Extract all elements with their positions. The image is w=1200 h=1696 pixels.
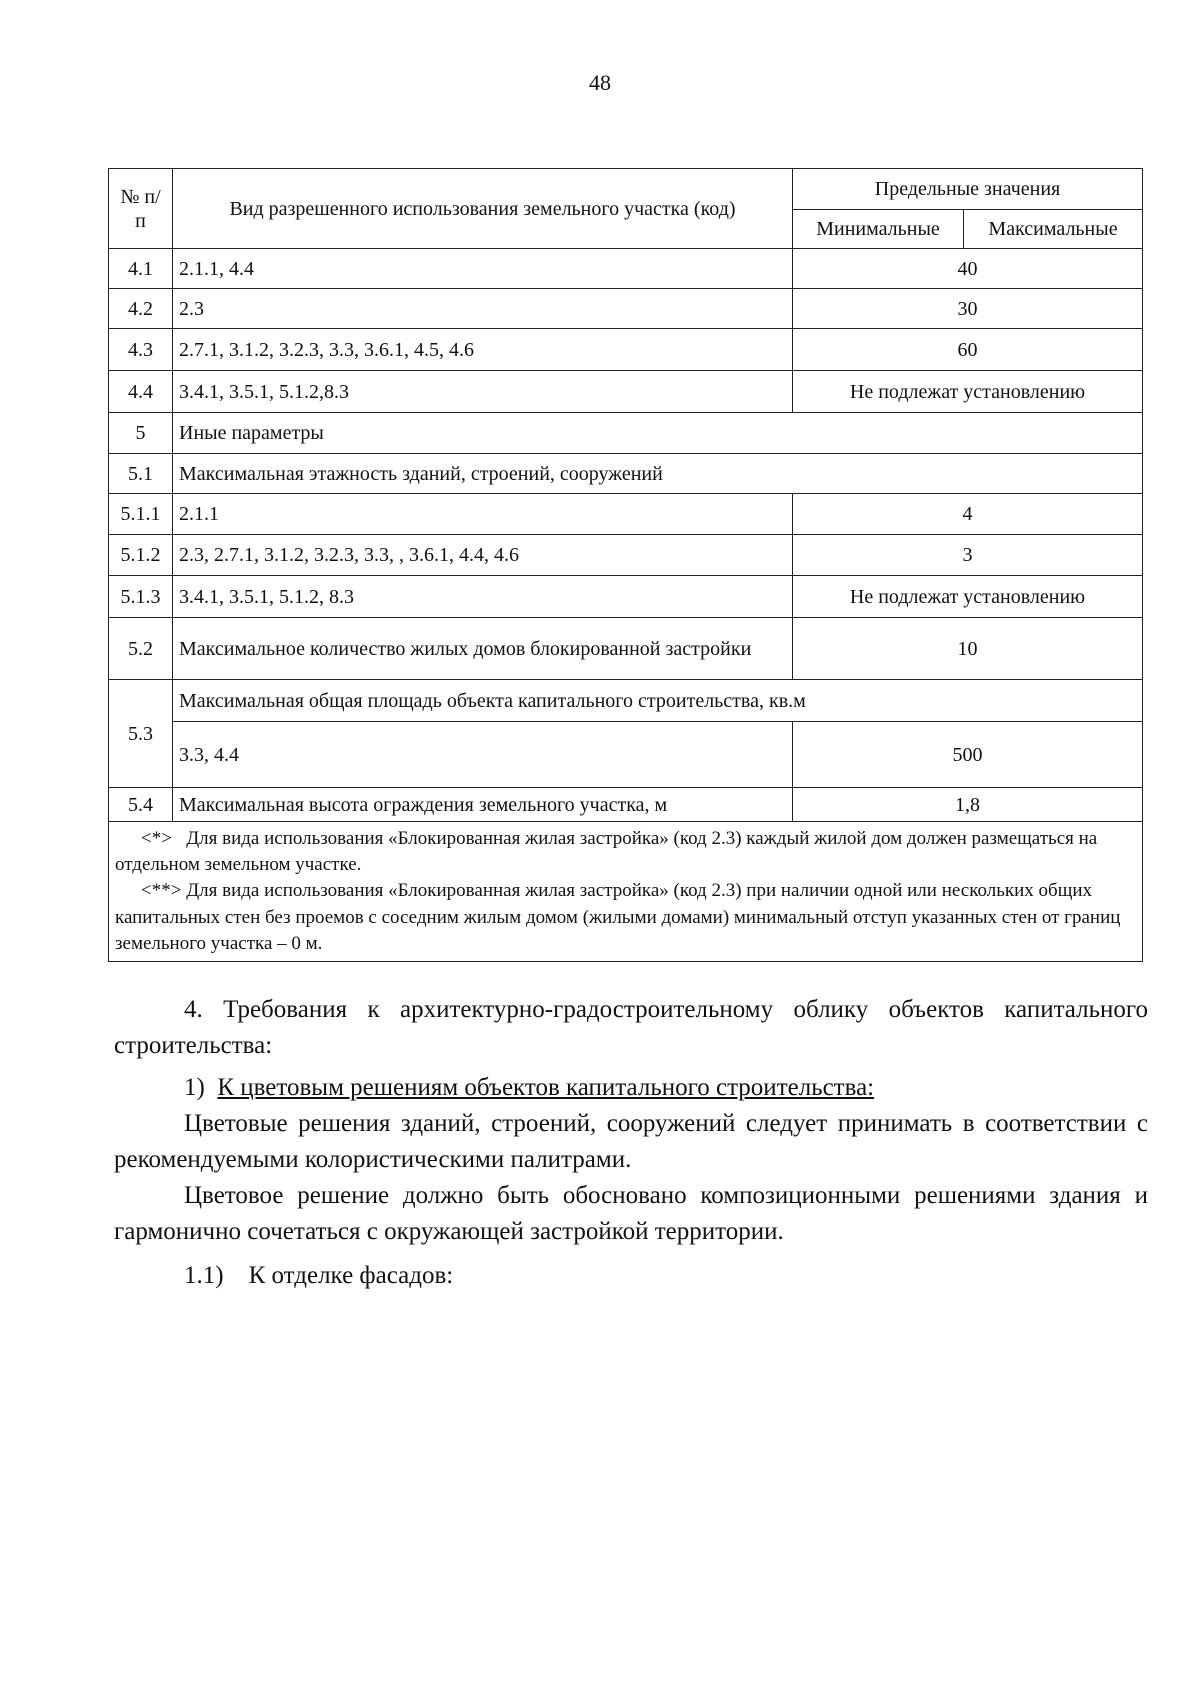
subsection-1-1-heading (114, 1258, 1148, 1294)
footnotes (109, 822, 1143, 962)
row-value: 3 (793, 535, 1143, 576)
row-value: Не подлежат установлению (793, 371, 1143, 413)
row-value: 500 (793, 722, 1143, 788)
table-row (109, 371, 1143, 413)
subsection-1-number: 1) (184, 1074, 205, 1101)
row-type: 3.4.1, 3.5.1, 5.1.2, 8.3 (173, 576, 793, 618)
footnote-2 (115, 878, 1136, 957)
subsection-1-title: К цветовым решениям объектов капитального строительства: (217, 1074, 875, 1101)
table-row (109, 289, 1143, 329)
row-type: Максимальная общая площадь объекта капитального строительства, кв.м (173, 680, 1143, 722)
row-num: 5 (109, 413, 173, 454)
subsection-1 (114, 1070, 1148, 1178)
row-value: 1,8 (793, 788, 1143, 822)
row-num: 4.2 (109, 289, 173, 329)
row-value: Не подлежат установлению (793, 576, 1143, 618)
table-row (109, 535, 1143, 576)
row-num: 4.4 (109, 371, 173, 413)
footnote-1 (115, 826, 1136, 878)
row-num: 5.4 (109, 788, 173, 822)
subsection-1-1 (114, 1258, 1148, 1294)
row-type: 2.3 (173, 289, 793, 329)
row-value: 40 (793, 249, 1143, 289)
row-num: 5.1.3 (109, 576, 173, 618)
header-type: Вид разрешенного использования земельного участка (код) (173, 169, 793, 249)
table-row (109, 680, 1143, 722)
footnote-text: Для вида использования «Блокированная жилая застройка» (код 2.3) каждый жилой дом должен размещаться на отдельном земельном участке. (115, 828, 1098, 876)
row-value: 4 (793, 494, 1143, 535)
row-type: Иные параметры (173, 413, 1143, 454)
row-type: 2.1.1 (173, 494, 793, 535)
section-4-text: Требования к архитектурно-градостроительному облику объектов капитального строительства: (114, 996, 1149, 1059)
table-row (109, 413, 1143, 454)
table-row (109, 249, 1143, 289)
row-num: 5.2 (109, 618, 173, 680)
header-min: Минимальные (793, 210, 964, 249)
subsection-1-heading (114, 1070, 1148, 1106)
table-row (109, 329, 1143, 371)
color-paragraph: Цветовое решение должно быть обосновано композиционными решениями здания и гармонично сочетаться с окружающей застройкой территории. (114, 1182, 1148, 1245)
row-value: 10 (793, 618, 1143, 680)
row-type: Максимальное количество жилых домов блокированной застройки (173, 618, 793, 680)
row-type: 2.1.1, 4.4 (173, 249, 793, 289)
section-4-heading (114, 992, 1148, 1064)
row-type: Максимальная этажность зданий, строений, сооружений (173, 454, 1143, 494)
paragraph-color (114, 1178, 1148, 1250)
footnote-mark: <**> (141, 880, 182, 902)
table-row (109, 722, 1143, 788)
table-row (109, 494, 1143, 535)
table-row (109, 576, 1143, 618)
header-limits: Предельные значения (793, 169, 1143, 210)
table-row (109, 788, 1143, 822)
row-num: 5.1.1 (109, 494, 173, 535)
row-type: 3.4.1, 3.5.1, 5.1.2,8.3 (173, 371, 793, 413)
subsection-1-1-number: 1.1) (184, 1262, 224, 1289)
row-value: 60 (793, 329, 1143, 371)
section-4 (114, 992, 1148, 1064)
row-num: 5.1 (109, 454, 173, 494)
row-value: 30 (793, 289, 1143, 329)
row-num: 5.3 (109, 680, 173, 788)
row-type: 2.7.1, 3.1.2, 3.2.3, 3.3, 3.6.1, 4.5, 4.6 (173, 329, 793, 371)
header-max: Максимальные (964, 210, 1143, 249)
table-row (109, 454, 1143, 494)
header-num: № п/п (109, 169, 173, 249)
table-row (109, 618, 1143, 680)
page-number: 48 (589, 70, 611, 95)
row-num: 4.1 (109, 249, 173, 289)
footnote-text: Для вида использования «Блокированная жилая застройка» (код 2.3) при наличии одной или нескольких общих капитальных стен без проемов с соседним жилым домом (жилыми домами) минимальный отступ указанных стен от границ земельного участка – 0 м. (115, 880, 1121, 954)
table-header-row (109, 169, 1143, 210)
row-type: 2.3, 2.7.1, 3.1.2, 3.2.3, 3.3, , 3.6.1, 4.4, 4.6 (173, 535, 793, 576)
section-4-number: 4. (184, 996, 203, 1023)
subsection-1-body: Цветовые решения зданий, строений, сооружений следует принимать в соответствии с рекомендуемыми колористическими палитрами. (114, 1110, 1148, 1173)
row-subtype: 3.3, 4.4 (173, 722, 793, 788)
row-num: 5.1.2 (109, 535, 173, 576)
subsection-1-1-title: К отделке фасадов: (248, 1262, 454, 1289)
footnotes-row (109, 822, 1143, 962)
parameters-table (108, 168, 1143, 962)
row-type: Максимальная высота ограждения земельного участка, м (173, 788, 793, 822)
row-num: 4.3 (109, 329, 173, 371)
footnote-mark: <*> (141, 828, 172, 849)
